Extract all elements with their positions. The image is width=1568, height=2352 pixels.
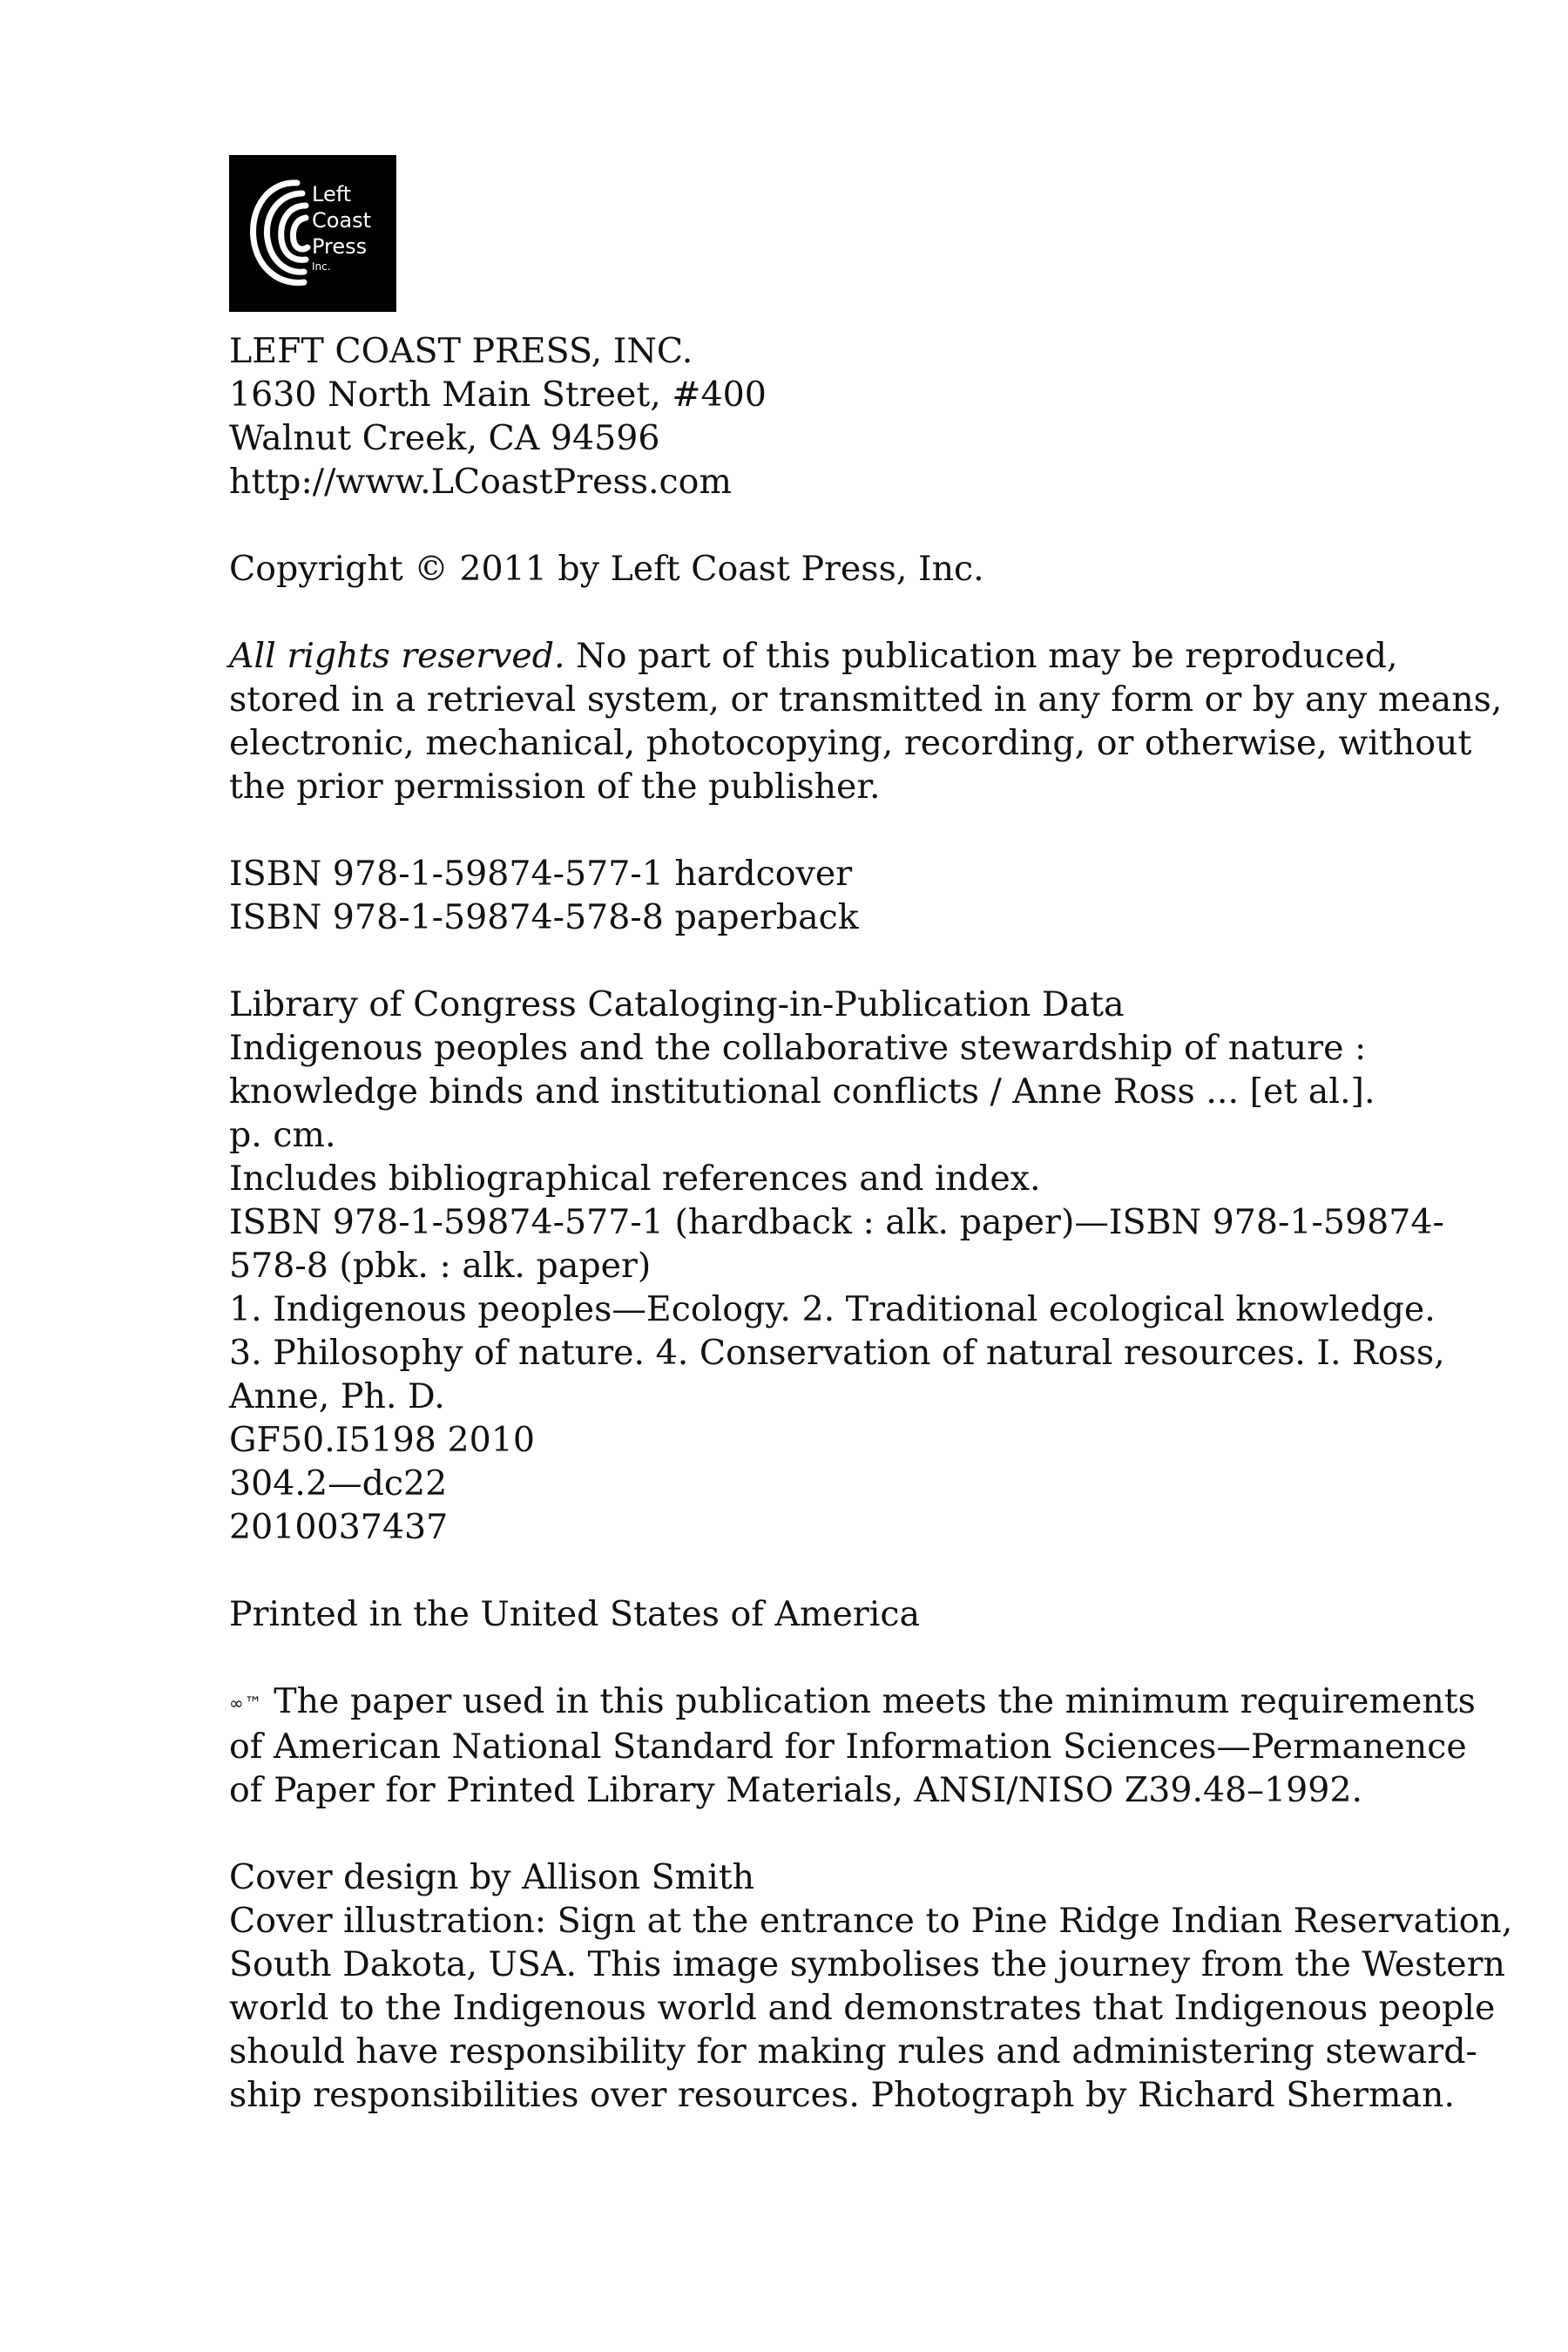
cover-illus-line-5: ship responsibilities over resources. Photograph by Richard Sherman. <box>229 2075 1456 2115</box>
cip-notes: Includes bibliographical references and index. <box>229 1159 1041 1199</box>
cip-isbn-line-2: 578-8 (pbk. : alk. paper) <box>229 1246 652 1286</box>
rights-statement <box>229 634 1503 808</box>
cover-illus-line-3: world to the Indigenous world and demonstrates that Indigenous people <box>229 1988 1496 2028</box>
isbn-paperback: ISBN 978-1-59874-578-8 paperback <box>229 897 859 937</box>
permanence-icon: ∞™ <box>229 1693 263 1713</box>
printed-line: Printed in the United States of America <box>229 1594 921 1634</box>
copyright-page <box>229 155 1513 2117</box>
paper-statement <box>229 1680 1476 1812</box>
paper-line-1 <box>229 1680 1476 1725</box>
cover-illus-line-2: South Dakota, USA. This image symbolises the journey from the Western <box>229 1944 1505 1984</box>
publisher-city: Walnut Creek, CA 94596 <box>229 418 660 458</box>
cip-data <box>229 983 1445 1549</box>
cip-heading: Library of Congress Cataloging-in-Publication Data <box>229 984 1125 1024</box>
cip-subjects-line-1: 1. Indigenous peoples—Ecology. 2. Traditional ecological knowledge. <box>229 1289 1436 1329</box>
rights-line-1 <box>229 634 1398 678</box>
cip-lccn: 2010037437 <box>229 1507 449 1547</box>
cover-credits <box>229 1855 1513 2117</box>
cip-title-line-2: knowledge binds and institutional conflicts / Anne Ross ... [et al.]. <box>229 1071 1375 1112</box>
rights-line-2: stored in a retrieval system, or transmitted in any form or by any means, <box>229 679 1503 720</box>
logo-word-press: Press <box>312 234 368 259</box>
cip-title-line-1: Indigenous peoples and the collaborative stewardship of nature : <box>229 1028 1367 1068</box>
logo-word-inc: Inc. <box>312 260 331 273</box>
publisher-url: http://www.LCoastPress.com <box>229 462 732 502</box>
logo-wordmark <box>312 181 371 274</box>
rights-lead: All rights reserved. <box>229 636 565 676</box>
publisher-name: LEFT COAST PRESS, INC. <box>229 331 693 371</box>
publisher-street: 1630 North Main Street, #400 <box>229 375 767 415</box>
paper-line-2: of American National Standard for Information Sciences—Permanence <box>229 1727 1467 1767</box>
isbn-hardcover: ISBN 978-1-59874-577-1 hardcover <box>229 854 853 894</box>
cover-design: Cover design by Allison Smith <box>229 1857 755 1897</box>
rights-line-4: the prior permission of the publisher. <box>229 767 881 807</box>
publisher-logo <box>229 155 396 312</box>
rights-line-1-text: No part of this publication may be reproduced, <box>564 636 1398 676</box>
paper-line-1-text: The paper used in this publication meets the minimum requirements <box>262 1681 1476 1721</box>
paper-line-3: of Paper for Printed Library Materials, ANSI/NISO Z39.48–1992. <box>229 1770 1363 1810</box>
cover-illus-line-4: should have responsibility for making rules and administering steward- <box>229 2031 1477 2072</box>
cover-illus-line-1: Cover illustration: Sign at the entrance to Pine Ridge Indian Reservation, <box>229 1901 1513 1941</box>
cip-pages: p. cm. <box>229 1115 336 1155</box>
logo-word-left: Left <box>312 182 352 206</box>
copyright-line: Copyright © 2011 by Left Coast Press, Inc. <box>229 549 984 589</box>
isbn-block <box>229 852 1363 939</box>
cip-lc-class: GF50.I5198 2010 <box>229 1420 535 1460</box>
cip-subjects-line-2: 3. Philosophy of nature. 4. Conservation of natural resources. I. Ross, <box>229 1333 1445 1373</box>
cip-isbn-line-1: ISBN 978-1-59874-577-1 (hardback : alk. paper)—ISBN 978-1-59874- <box>229 1202 1444 1242</box>
publisher-address <box>229 329 1363 504</box>
cip-dewey: 304.2—dc22 <box>229 1463 448 1504</box>
cip-subjects-line-3: Anne, Ph. D. <box>229 1376 445 1416</box>
rights-line-3: electronic, mechanical, photocopying, recording, or otherwise, without <box>229 723 1472 763</box>
logo-word-coast: Coast <box>312 208 372 233</box>
